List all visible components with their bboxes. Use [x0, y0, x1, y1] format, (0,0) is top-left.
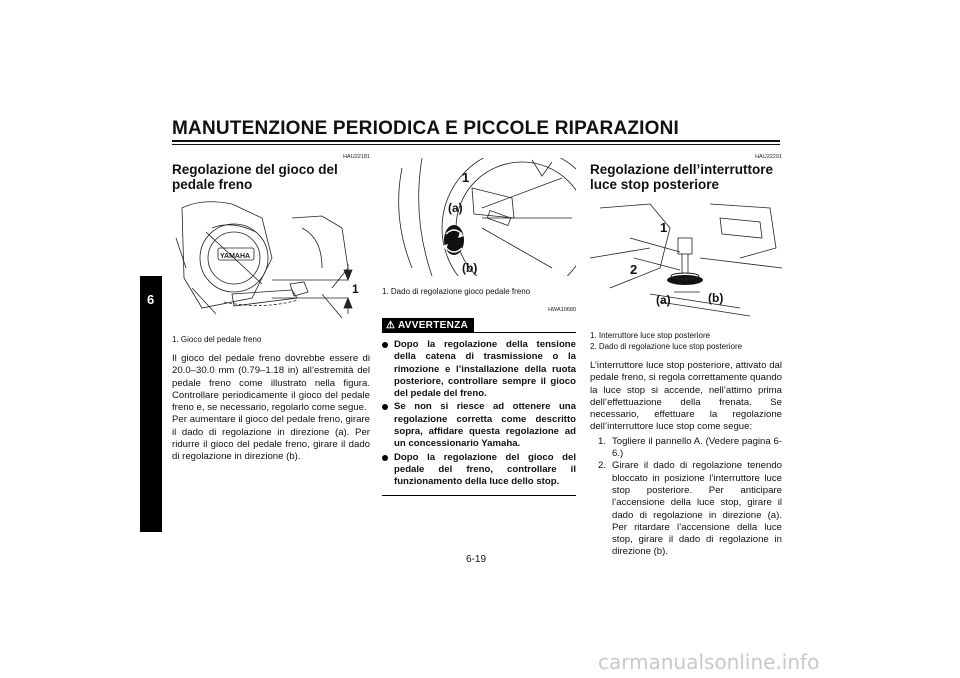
brand-text: YAMAHA [220, 253, 251, 260]
paragraph: Il gioco del pedale freno dovrebbe essere di 20.0–30.0 mm (0.79–1.18 in) all’estremità del pedale freno come illustrato nella figura. Controllare periodicamente il gioco del pedale freno e, se necessario, regolarlo come segue. [172, 353, 370, 414]
section-body [590, 360, 782, 434]
callout-a: (a) [448, 201, 463, 215]
warning-label [382, 318, 474, 333]
callout-a: (a) [656, 293, 671, 307]
stop-switch-illustration [590, 198, 782, 320]
callout-b: (b) [462, 261, 478, 275]
callout-1: 1 [660, 220, 668, 235]
warning-code: HWA10680 [548, 307, 576, 313]
warning-item: Dopo la regolazione della tensione della catena di trasmissione o la rimozione e l’installazione della ruota posteriore, controllare sempre il gioco del pedale del freno. [382, 339, 576, 400]
step-item [590, 436, 782, 461]
warning-item: Se non si riesce ad ottenere una regolazione corretta come descritto sopra, affidare questa regolazione ad un concessionario Yamaha. [382, 401, 576, 450]
brake-pedal-figure [172, 198, 370, 329]
watermark: carmanualsonline.info [598, 650, 820, 674]
figure-caption: 1. Dado di regolazione gioco pedale freno [382, 287, 531, 296]
adjust-nut-illustration [382, 158, 576, 276]
chapter-number: 6 [147, 292, 155, 307]
adjust-nut-figure [382, 158, 576, 281]
page-number: 6-19 [466, 554, 487, 565]
step-item [590, 460, 782, 558]
steps-list [590, 436, 782, 559]
callout-1: 1 [352, 282, 359, 296]
stop-switch-figure [590, 198, 782, 325]
page-header-title: MANUTENZIONE PERIODICA E PICCOLE RIPARAZIONI [172, 118, 680, 139]
paragraph: Per aumentare il gioco del pedale freno, girare il dado di regolazione in direzione (a). Per ridurre il gioco del pedale freno, girare il dado di regolazione in direzione (b). [172, 414, 370, 463]
header-rule [172, 140, 780, 142]
step-text: Togliere il pannello A. (Vedere pagina 6-6.) [612, 435, 782, 460]
chapter-tab [140, 276, 162, 532]
warning-list [382, 339, 576, 489]
warning-label-text: AVVERTENZA [397, 320, 469, 331]
warning-end-rule [382, 495, 576, 496]
callout-2: 2 [630, 262, 638, 277]
step-text: Girare il dado di regolazione tenendo bloccato in posizione l’interruttore luce stop posteriore. Per anticipare l’accensione della luce stop, girare il dado di regolazione in direzione (a). Per ritardare l’accensione della luce stop, girare il dado di regolazione in direzione (b). [612, 460, 782, 558]
figure-caption [590, 330, 782, 352]
warning-icon: ⚠ [386, 320, 396, 331]
section-code: HAU22291 [755, 154, 782, 160]
column-stop-switch [590, 150, 782, 559]
step-number: 1. [598, 435, 607, 447]
section-heading: Regolazione del gioco del pedale freno [172, 162, 338, 192]
paragraph: L’interruttore luce stop posteriore, attivato dal pedale freno, si regola correttamente quando la luce stop si accende, nell’attimo prima dell’effettuazione della frenata. Se necessario, effettuare la regolazione dell’interruttore luce stop come segue: [590, 360, 782, 433]
header-rule-thin [172, 144, 780, 145]
section-code: HAU22181 [343, 154, 370, 160]
caption-line: 2. Dado di regolazione luce stop posteriore [590, 342, 743, 351]
section-heading: Regolazione dell’interruttore luce stop posteriore [590, 162, 774, 192]
column-brake-pedal [172, 150, 370, 464]
warning-item: Dopo la regolazione del gioco del pedale del freno, controllare il funzionamento della luce dello stop. [382, 452, 576, 489]
warning-box [382, 315, 576, 496]
column-adjust-nut [382, 150, 576, 496]
step-number: 2. [598, 460, 607, 472]
section-body [172, 353, 370, 464]
brake-pedal-illustration [172, 198, 370, 324]
callout-1: 1 [462, 170, 470, 185]
callout-b: (b) [708, 291, 724, 305]
figure-caption: 1. Gioco del pedale freno [172, 335, 262, 344]
caption-line: 1. Interruttore luce stop posteriore [590, 331, 711, 340]
